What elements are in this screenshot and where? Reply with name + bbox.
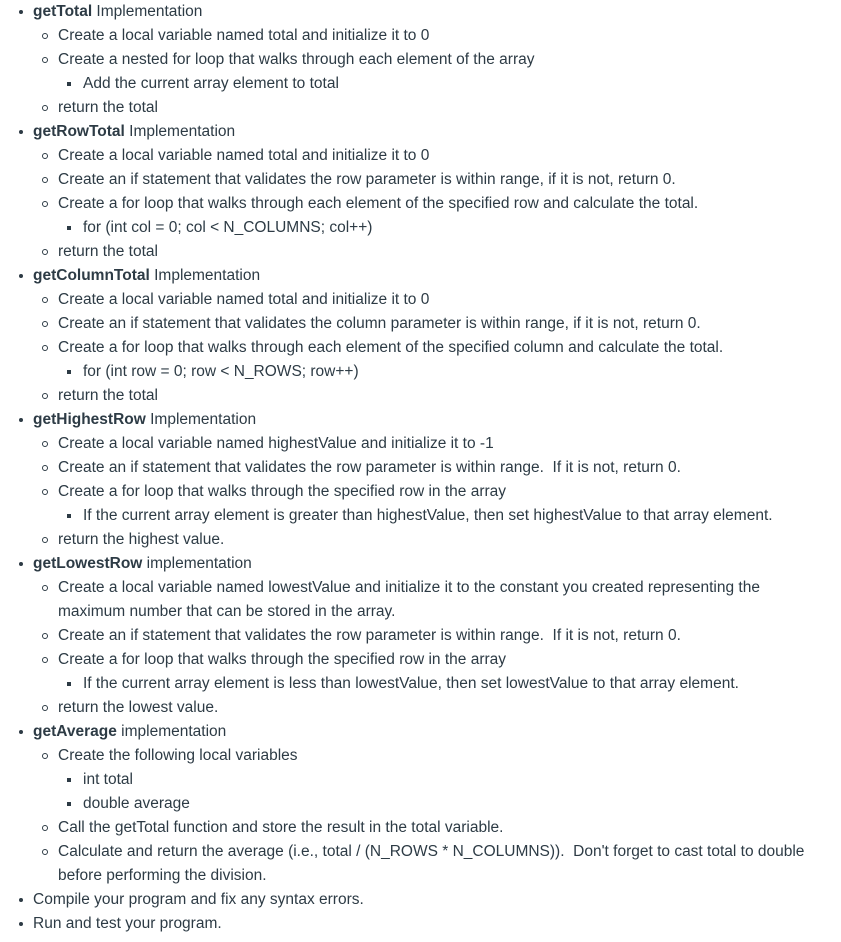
bullet-square-icon xyxy=(67,226,71,230)
step-item xyxy=(0,648,841,672)
bullet-disc-icon xyxy=(19,274,23,278)
bullet-circle-icon xyxy=(42,297,48,303)
step-item xyxy=(0,24,841,48)
bullet-circle-icon xyxy=(42,537,48,543)
step-text: Create a for loop that walks through the specified row in the array xyxy=(58,483,507,500)
step-text: Create an if statement that validates the row parameter is within range, if it is not, return 0. xyxy=(58,171,676,188)
bullet-circle-icon xyxy=(42,465,48,471)
step-text: Create an if statement that validates the row parameter is within range. If it is not, return 0. xyxy=(58,459,681,476)
step-text: Create the following local variables xyxy=(58,747,298,764)
section-item xyxy=(0,552,841,576)
step-text: Create an if statement that validates the row parameter is within range. If it is not, return 0. xyxy=(58,627,681,644)
bullet-square-icon xyxy=(67,370,71,374)
sub-step-item xyxy=(0,672,841,696)
bullet-circle-icon xyxy=(42,585,48,591)
step-item xyxy=(0,480,841,504)
step-text: Create a local variable named lowestValue and initialize it to the constant you created representing the maximum number that can be stored in the array. xyxy=(58,579,765,620)
section-heading xyxy=(33,555,252,572)
step-item xyxy=(0,168,841,192)
step-item xyxy=(0,744,841,768)
step-text: Create a local variable named total and initialize it to 0 xyxy=(58,27,430,44)
bullet-circle-icon xyxy=(42,249,48,255)
method-name: getColumnTotal xyxy=(33,267,150,284)
bullet-circle-icon xyxy=(42,705,48,711)
sub-step-item xyxy=(0,504,841,528)
section-heading-suffix: Implementation xyxy=(92,3,203,20)
bullet-disc-icon xyxy=(19,730,23,734)
final-step-text: Run and test your program. xyxy=(33,915,222,932)
sub-step-text: for (int col = 0; col < N_COLUMNS; col++) xyxy=(83,219,373,236)
final-step-item xyxy=(0,888,841,912)
step-text: Call the getTotal function and store the result in the total variable. xyxy=(58,819,504,836)
step-item xyxy=(0,240,841,264)
bullet-disc-icon xyxy=(19,562,23,566)
step-text: return the total xyxy=(58,99,158,116)
final-step-text: Compile your program and fix any syntax errors. xyxy=(33,891,364,908)
bullet-disc-icon xyxy=(19,10,23,14)
step-text: Create a local variable named total and initialize it to 0 xyxy=(58,291,430,308)
sub-step-item xyxy=(0,768,841,792)
section-heading xyxy=(33,267,260,284)
section-item xyxy=(0,264,841,288)
sub-step-item xyxy=(0,216,841,240)
step-text: Create a local variable named total and initialize it to 0 xyxy=(58,147,430,164)
section-heading-suffix: implementation xyxy=(142,555,252,572)
bullet-circle-icon xyxy=(42,201,48,207)
step-item xyxy=(0,48,841,72)
bullet-square-icon xyxy=(67,778,71,782)
step-item xyxy=(0,192,841,216)
sub-step-text: Add the current array element to total xyxy=(83,75,339,92)
bullet-disc-icon xyxy=(19,922,23,926)
section-heading-suffix: implementation xyxy=(116,723,227,740)
sub-step-text: int total xyxy=(83,771,133,788)
bullet-circle-icon xyxy=(42,441,48,447)
bullet-square-icon xyxy=(67,682,71,686)
bullet-circle-icon xyxy=(42,321,48,327)
step-text: return the lowest value. xyxy=(58,699,219,716)
step-item xyxy=(0,528,841,552)
section-item xyxy=(0,408,841,432)
step-text: Create a local variable named highestValue and initialize it to -1 xyxy=(58,435,494,452)
step-item xyxy=(0,432,841,456)
section-heading-suffix: Implementation xyxy=(124,123,236,140)
section-heading xyxy=(33,723,226,740)
sub-step-text: for (int row = 0; row < N_ROWS; row++) xyxy=(83,363,359,380)
bullet-circle-icon xyxy=(42,849,48,855)
section-item xyxy=(0,720,841,744)
section-item xyxy=(0,0,841,24)
method-name: getTotal xyxy=(33,3,93,20)
bullet-circle-icon xyxy=(42,105,48,111)
step-item xyxy=(0,312,841,336)
bullet-circle-icon xyxy=(42,393,48,399)
bullet-disc-icon xyxy=(19,898,23,902)
section-item xyxy=(0,120,841,144)
step-item xyxy=(0,624,841,648)
step-item xyxy=(0,288,841,312)
step-item xyxy=(0,336,841,360)
step-text: Create an if statement that validates the column parameter is within range, if it is not, return 0. xyxy=(58,315,701,332)
step-item xyxy=(0,456,841,480)
step-item xyxy=(0,96,841,120)
sub-step-item xyxy=(0,360,841,384)
method-name: getLowestRow xyxy=(33,555,143,572)
step-text: return the total xyxy=(58,243,158,260)
bullet-square-icon xyxy=(67,82,71,86)
method-name: getAverage xyxy=(33,723,117,740)
step-text: Create a for loop that walks through each element of the specified column and calculate the total. xyxy=(58,339,724,356)
sub-step-item xyxy=(0,792,841,816)
step-item xyxy=(0,384,841,408)
section-heading-suffix: Implementation xyxy=(145,411,257,428)
bullet-circle-icon xyxy=(42,33,48,39)
bullet-disc-icon xyxy=(19,418,23,422)
section-heading xyxy=(33,123,235,140)
method-name: getRowTotal xyxy=(33,123,125,140)
section-heading-suffix: Implementation xyxy=(149,267,261,284)
section-heading xyxy=(33,411,256,428)
step-text: Create a for loop that walks through the specified row in the array xyxy=(58,651,507,668)
bullet-disc-icon xyxy=(19,130,23,134)
step-text: Calculate and return the average (i.e., total / (N_ROWS * N_COLUMNS)). Don't forget to cast total to double before performing the division. xyxy=(58,843,809,884)
sub-step-text: double average xyxy=(83,795,190,812)
step-text: Create a for loop that walks through each element of the specified row and calculate the total. xyxy=(58,195,699,212)
sub-step-text: If the current array element is greater than highestValue, then set highestValue to that array element. xyxy=(83,507,773,524)
bullet-circle-icon xyxy=(42,57,48,63)
bullet-circle-icon xyxy=(42,633,48,639)
final-step-item xyxy=(0,912,841,936)
step-text: Create a nested for loop that walks through each element of the array xyxy=(58,51,535,68)
bullet-circle-icon xyxy=(42,177,48,183)
method-name: getHighestRow xyxy=(33,411,146,428)
bullet-circle-icon xyxy=(42,153,48,159)
bullet-circle-icon xyxy=(42,489,48,495)
section-heading xyxy=(33,3,202,20)
bullet-circle-icon xyxy=(42,825,48,831)
sub-step-text: If the current array element is less than lowestValue, then set lowestValue to that array element. xyxy=(83,675,739,692)
step-text: return the highest value. xyxy=(58,531,225,548)
step-text: return the total xyxy=(58,387,158,404)
bullet-square-icon xyxy=(67,802,71,806)
bullet-square-icon xyxy=(67,514,71,518)
bullet-circle-icon xyxy=(42,345,48,351)
step-item xyxy=(0,696,841,720)
bullet-circle-icon xyxy=(42,657,48,663)
sub-step-item xyxy=(0,72,841,96)
step-item xyxy=(0,816,841,840)
step-item xyxy=(0,144,841,168)
step-item xyxy=(0,576,841,624)
bullet-circle-icon xyxy=(42,753,48,759)
step-item xyxy=(0,840,841,888)
